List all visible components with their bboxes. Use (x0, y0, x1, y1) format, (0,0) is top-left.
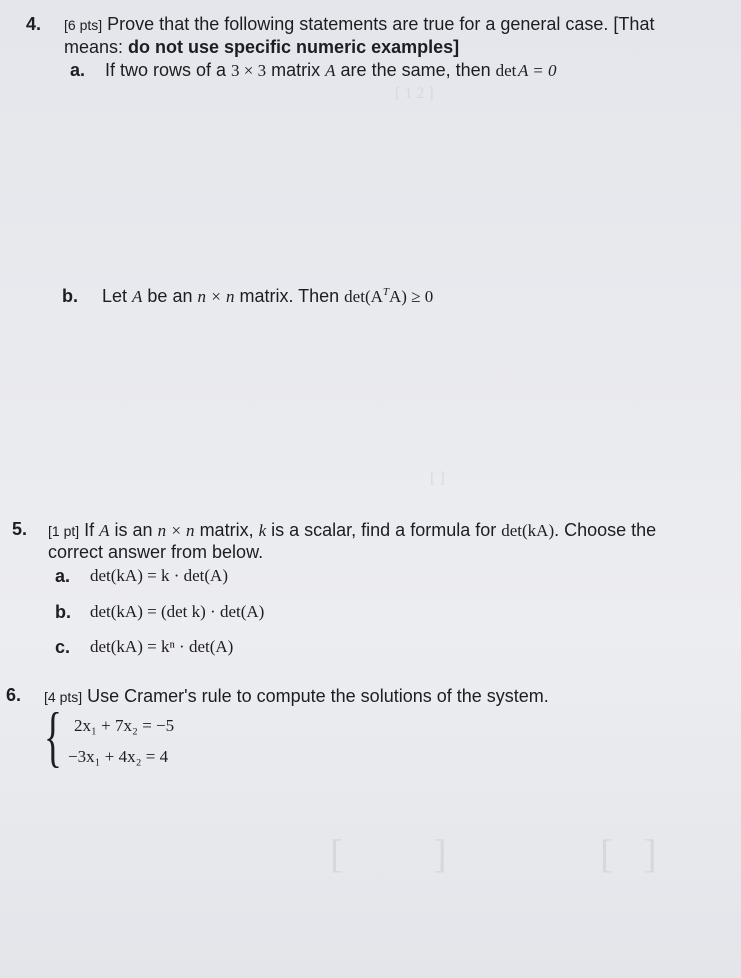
bleed-through-text: [ ] (430, 470, 445, 487)
question-text-part: is an (109, 520, 158, 540)
option-b-formula: det(kA) = (det k) · det(A) (90, 602, 265, 621)
question-intro (64, 14, 654, 35)
question-text-part: is a scalar, find a formula for (266, 520, 502, 540)
question-text (48, 520, 656, 541)
question-text-part: . Choose the (554, 520, 657, 540)
option-a-formula: det(kA) = k · det(A) (90, 566, 228, 585)
det-equation: A = 0 (517, 61, 557, 80)
statement-text: are the same, then (335, 60, 496, 80)
equation-2: −3x₁ + 4x₂ = 4 (68, 747, 169, 766)
part-b-statement (102, 286, 433, 307)
part-label: b. (62, 286, 78, 306)
instruction-prefix: means: (64, 37, 129, 57)
question-number: 6. (6, 685, 22, 705)
question-text-part: Use Cramer's rule to compute the solutions of the system. (82, 686, 549, 706)
det-expression: det(A (344, 287, 383, 306)
system-brace: { (44, 698, 62, 774)
question-text (44, 686, 549, 707)
question-number: 4. (26, 14, 42, 34)
matrix-size: n × n (197, 287, 235, 306)
variable-a: A (132, 287, 143, 306)
matrix-size: n × n (157, 521, 195, 540)
bleed-through-bracket: [ ] (600, 831, 657, 876)
statement-text: matrix (266, 60, 326, 80)
matrix-size: 3 × 3 (231, 61, 267, 80)
det-operator: det (495, 61, 517, 80)
points-label: [4 pts] (44, 689, 83, 705)
part-a-statement (105, 60, 557, 81)
equation-1: 2x₁ + 7x₂ = −5 (74, 716, 175, 735)
option-label-a: a. (55, 566, 71, 586)
option-label-b: b. (55, 602, 71, 622)
instruction-bold: do not use specific numeric examples] (128, 37, 460, 57)
option-c-formula: det(kA) = kⁿ · det(A) (90, 637, 234, 656)
transpose-superscript: T (382, 286, 390, 298)
points-label: [1 pt] (48, 523, 80, 539)
part-label: a. (70, 60, 86, 80)
question-text-part: matrix, (194, 520, 259, 540)
bleed-through-text: [ 1 2 ] (395, 85, 434, 102)
det-inequality: A) ≥ 0 (389, 287, 434, 306)
variable-k: k (258, 521, 267, 540)
statement-text: be an (142, 286, 198, 306)
question-text: Prove that the following statements are true for a general case. [That (107, 14, 655, 34)
option-label-c: c. (55, 637, 71, 657)
statement-text: If two rows of a (105, 60, 232, 80)
variable-a: A (325, 61, 336, 80)
question-number: 5. (12, 519, 28, 539)
variable-a: A (99, 521, 110, 540)
instruction-line (64, 37, 459, 58)
points-label: [6 pts] (64, 17, 103, 33)
question-text-line2: correct answer from below. (48, 542, 264, 562)
bleed-through-bracket: [ ] (330, 831, 447, 876)
statement-text: Let (102, 286, 133, 306)
statement-text: matrix. Then (234, 286, 345, 306)
question-text-part: If (79, 520, 100, 540)
det-expression: det(kA) (501, 521, 555, 540)
